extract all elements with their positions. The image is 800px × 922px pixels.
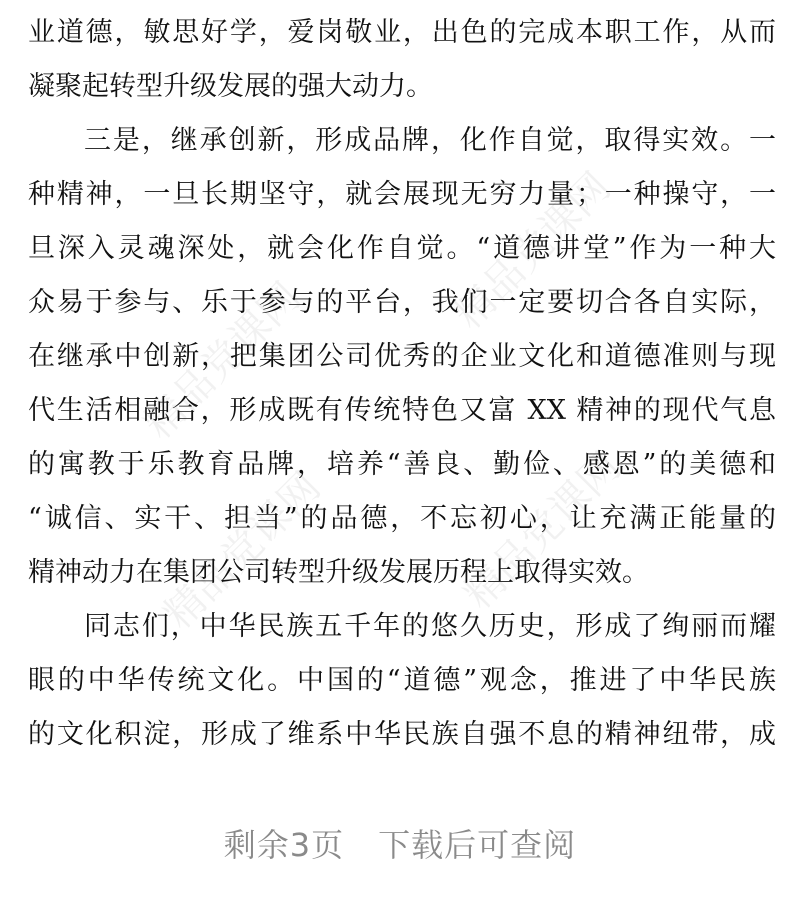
text-line: 众易于参与、乐于参与的平台，我们一定要切合各自实际， (28, 287, 776, 318)
download-to-view-label: 下载后可查阅 (378, 826, 577, 864)
text-line: 眼的中华传统文化。中国的“道德”观念，推进了中华民族 (28, 665, 776, 696)
watermark: 精品党课网 (135, 274, 310, 448)
text-line: 旦深入灵魂深处，就会化作自觉。“道德讲堂”作为一种大 (28, 233, 776, 264)
text-line: 凝聚起转型升级发展的强大动力。 (28, 71, 433, 102)
text-line: 种精神，一旦长期坚守，就会展现无穷力量；一种操守，一 (28, 179, 776, 210)
download-prompt[interactable] (0, 818, 800, 872)
text-line: 三是，继承创新，形成品牌，化作自觉，取得实效。一 (84, 125, 776, 156)
text-line: 在继承中创新，把集团公司优秀的企业文化和道德准则与现 (28, 341, 776, 372)
document-body (28, 0, 776, 762)
text-line: 的文化积淀，形成了维系中华民族自强不息的精神纽带，成 (28, 719, 776, 750)
text-line: 精神动力在集团公司转型升级发展历程上取得实效。 (28, 557, 649, 588)
text-line: 代生活相融合，形成既有传统特色又富 XX 精神的现代气息 (28, 395, 776, 426)
text-line: 的寓教于乐教育品牌，培养“善良、勤俭、感恩”的美德和 (28, 449, 776, 480)
remaining-pages-label: 剩余3页 (223, 826, 345, 864)
watermark: 精品党课网 (445, 164, 620, 338)
text-line: 同志们，中华民族五千年的悠久历史，形成了绚丽而耀 (84, 611, 776, 642)
text-line: “诚信、实干、担当”的品德，不忘初心，让充满正能量的 (28, 503, 776, 534)
watermark: 精品党课网 (455, 444, 630, 618)
watermark: 精品党课网 (155, 464, 330, 638)
text-line: 业道德，敏思好学，爱岗敬业，出色的完成本职工作，从而 (28, 17, 776, 48)
